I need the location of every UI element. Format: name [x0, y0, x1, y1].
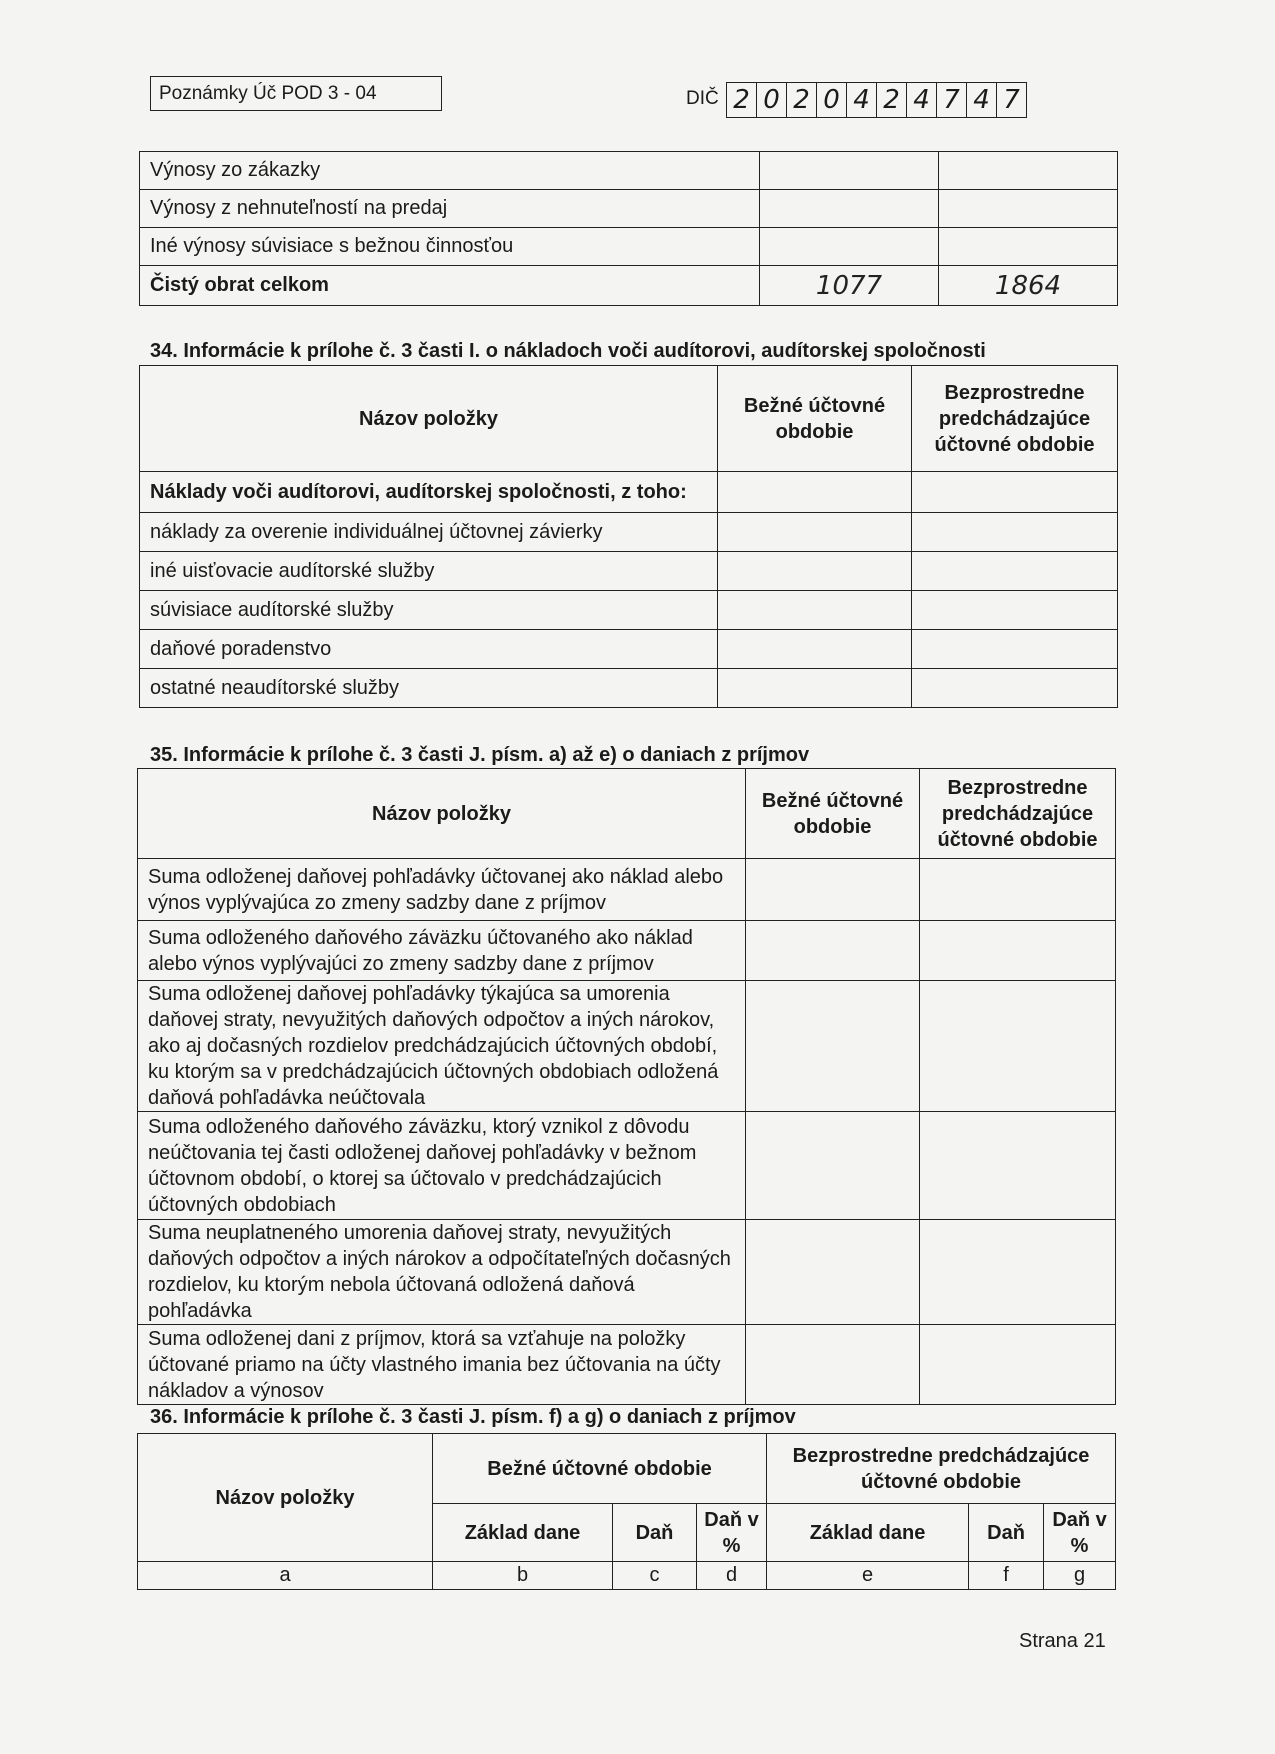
- row-label: Suma odloženej daňovej pohľadávky týkajúca sa umorenia daňovej straty, nevyužitých daňových odpočtov a iných nárokov, ako aj dočasných rozdielov predchádzajúcich účtovných období, ku ktorým sa v predchádzajúcich účtovných obdobiach odložená daňová pohľadávka neúčtovala: [138, 981, 746, 1112]
- table-row: [140, 669, 1118, 708]
- dic-digit: 7: [1003, 85, 1020, 115]
- dic-digit: 2: [787, 83, 817, 117]
- col-name-header: Názov položky: [138, 769, 746, 859]
- col-tax-header: Daň: [969, 1504, 1044, 1562]
- current-value: 1077: [760, 266, 939, 306]
- col-previous-header: Bezprostredne predchádzajúce účtovné obdobie: [912, 366, 1118, 472]
- col-tax-pct-header: Daň v %: [697, 1504, 767, 1562]
- income-tax-table-a-e: [137, 768, 1116, 1405]
- dic-digit: 4: [967, 83, 997, 117]
- row-label: Náklady voči audítorovi, audítorskej spoločnosti, z toho:: [140, 472, 718, 513]
- col-tax-header: Daň: [613, 1504, 697, 1562]
- row-label: náklady za overenie individuálnej účtovnej závierky: [140, 513, 718, 552]
- col-letter: e: [767, 1562, 969, 1590]
- table-row: [138, 921, 1116, 981]
- page-number: Strana 21: [1019, 1630, 1106, 1652]
- col-letter: g: [1044, 1562, 1116, 1590]
- col-tax-pct-header: Daň v %: [1044, 1504, 1116, 1562]
- row-label: Výnosy zo zákazky: [140, 152, 760, 190]
- previous-value: [939, 152, 1118, 190]
- col-letter: f: [969, 1562, 1044, 1590]
- table-row: [140, 190, 1118, 228]
- section-34-title: 34. Informácie k prílohe č. 3 časti I. o nákladoch voči audítorovi, audítorskej spoločnosti: [150, 340, 986, 362]
- row-label: daňové poradenstvo: [140, 630, 718, 669]
- dic-digit: 4: [907, 83, 937, 117]
- previous-value: [939, 228, 1118, 266]
- row-label: súvisiace audítorské služby: [140, 591, 718, 630]
- dic-digit: 0: [757, 83, 787, 117]
- row-label: Suma odloženého daňového záväzku, ktorý vznikol z dôvodu neúčtovania tej časti odloženej daňovej pohľadávky v bežnom účtovnom období, o ktorej sa účtovalo v predchádzajúcich účtovných obdobiach: [138, 1112, 746, 1220]
- col-letter: b: [433, 1562, 613, 1590]
- column-letters-row: [138, 1562, 1116, 1590]
- table-row: [138, 1220, 1116, 1325]
- previous-value: 1864: [939, 266, 1118, 306]
- current-value: [760, 228, 939, 266]
- col-name-header: Názov položky: [140, 366, 718, 472]
- table-row: [138, 1325, 1116, 1405]
- row-label: Čistý obrat celkom: [140, 266, 760, 306]
- form-label: Poznámky Úč POD 3 - 04: [159, 83, 377, 104]
- dic-label: DIČ: [686, 88, 719, 109]
- dic-digit: 2: [727, 83, 757, 117]
- dic-digit: 7: [937, 83, 967, 117]
- table-row: [140, 152, 1118, 190]
- row-label: Suma odloženej daňovej pohľadávky účtovanej ako náklad alebo výnos vyplývajúca zo zmeny sadzby dane z príjmov: [138, 859, 746, 921]
- section-36-title: 36. Informácie k prílohe č. 3 časti J. písm. f) a g) o daniach z príjmov: [150, 1406, 796, 1428]
- table-row: [140, 228, 1118, 266]
- auditor-costs-table: [139, 365, 1118, 708]
- row-label: Suma odloženej dani z príjmov, ktorá sa vzťahuje na položky účtované priamo na účty vlastného imania bez účtovania na účty nákladov a výnosov: [138, 1325, 746, 1405]
- row-label: ostatné neaudítorské služby: [140, 669, 718, 708]
- row-label: Suma odloženého daňového záväzku účtovaného ako náklad alebo výnos vyplývajúci zo zmeny sadzby dane z príjmov: [138, 921, 746, 981]
- row-label: iné uisťovacie audítorské služby: [140, 552, 718, 591]
- dic-digit: 0: [817, 83, 847, 117]
- current-value: [760, 152, 939, 190]
- revenue-table: [139, 151, 1118, 306]
- dic-digit: 4: [847, 83, 877, 117]
- row-label: Iné výnosy súvisiace s bežnou činnosťou: [140, 228, 760, 266]
- table-header-row: [138, 769, 1116, 859]
- table-row: [140, 591, 1118, 630]
- col-letter: c: [613, 1562, 697, 1590]
- col-current-header: Bežné účtovné obdobie: [718, 366, 912, 472]
- form-label-box: [150, 76, 442, 111]
- col-letter: a: [138, 1562, 433, 1590]
- col-base-header: Základ dane: [767, 1504, 969, 1562]
- group-current-header: Bežné účtovné obdobie: [433, 1434, 767, 1504]
- current-value: [760, 190, 939, 228]
- table-row: [140, 513, 1118, 552]
- previous-value: [939, 190, 1118, 228]
- dic-digit: 2: [877, 83, 907, 117]
- table-row: [140, 552, 1118, 591]
- row-label: Suma neuplatneného umorenia daňovej straty, nevyužitých daňových odpočtov a iných nárokov a odpočítateľných dočasných rozdielov, ku ktorým nebola účtovaná odložená daňová pohľadávka: [138, 1220, 746, 1325]
- col-current-header: Bežné účtovné obdobie: [746, 769, 920, 859]
- table-row: [138, 1112, 1116, 1220]
- table-header-row: [138, 1434, 1116, 1504]
- table-header-row: [140, 366, 1118, 472]
- income-tax-table-f-g: [137, 1433, 1116, 1590]
- col-previous-header: Bezprostredne predchádzajúce účtovné obdobie: [920, 769, 1116, 859]
- table-row: [138, 859, 1116, 921]
- group-previous-header: Bezprostredne predchádzajúce účtovné obdobie: [767, 1434, 1116, 1504]
- col-letter: d: [697, 1562, 767, 1590]
- dic-field: [726, 82, 1027, 118]
- table-row: [140, 630, 1118, 669]
- section-35-title: 35. Informácie k prílohe č. 3 časti J. písm. a) až e) o daniach z príjmov: [150, 744, 810, 766]
- table-row: [140, 266, 1118, 306]
- table-row: [138, 981, 1116, 1112]
- col-name-header: Názov položky: [138, 1434, 433, 1562]
- table-row: [140, 472, 1118, 513]
- col-base-header: Základ dane: [433, 1504, 613, 1562]
- row-label: Výnosy z nehnuteľností na predaj: [140, 190, 760, 228]
